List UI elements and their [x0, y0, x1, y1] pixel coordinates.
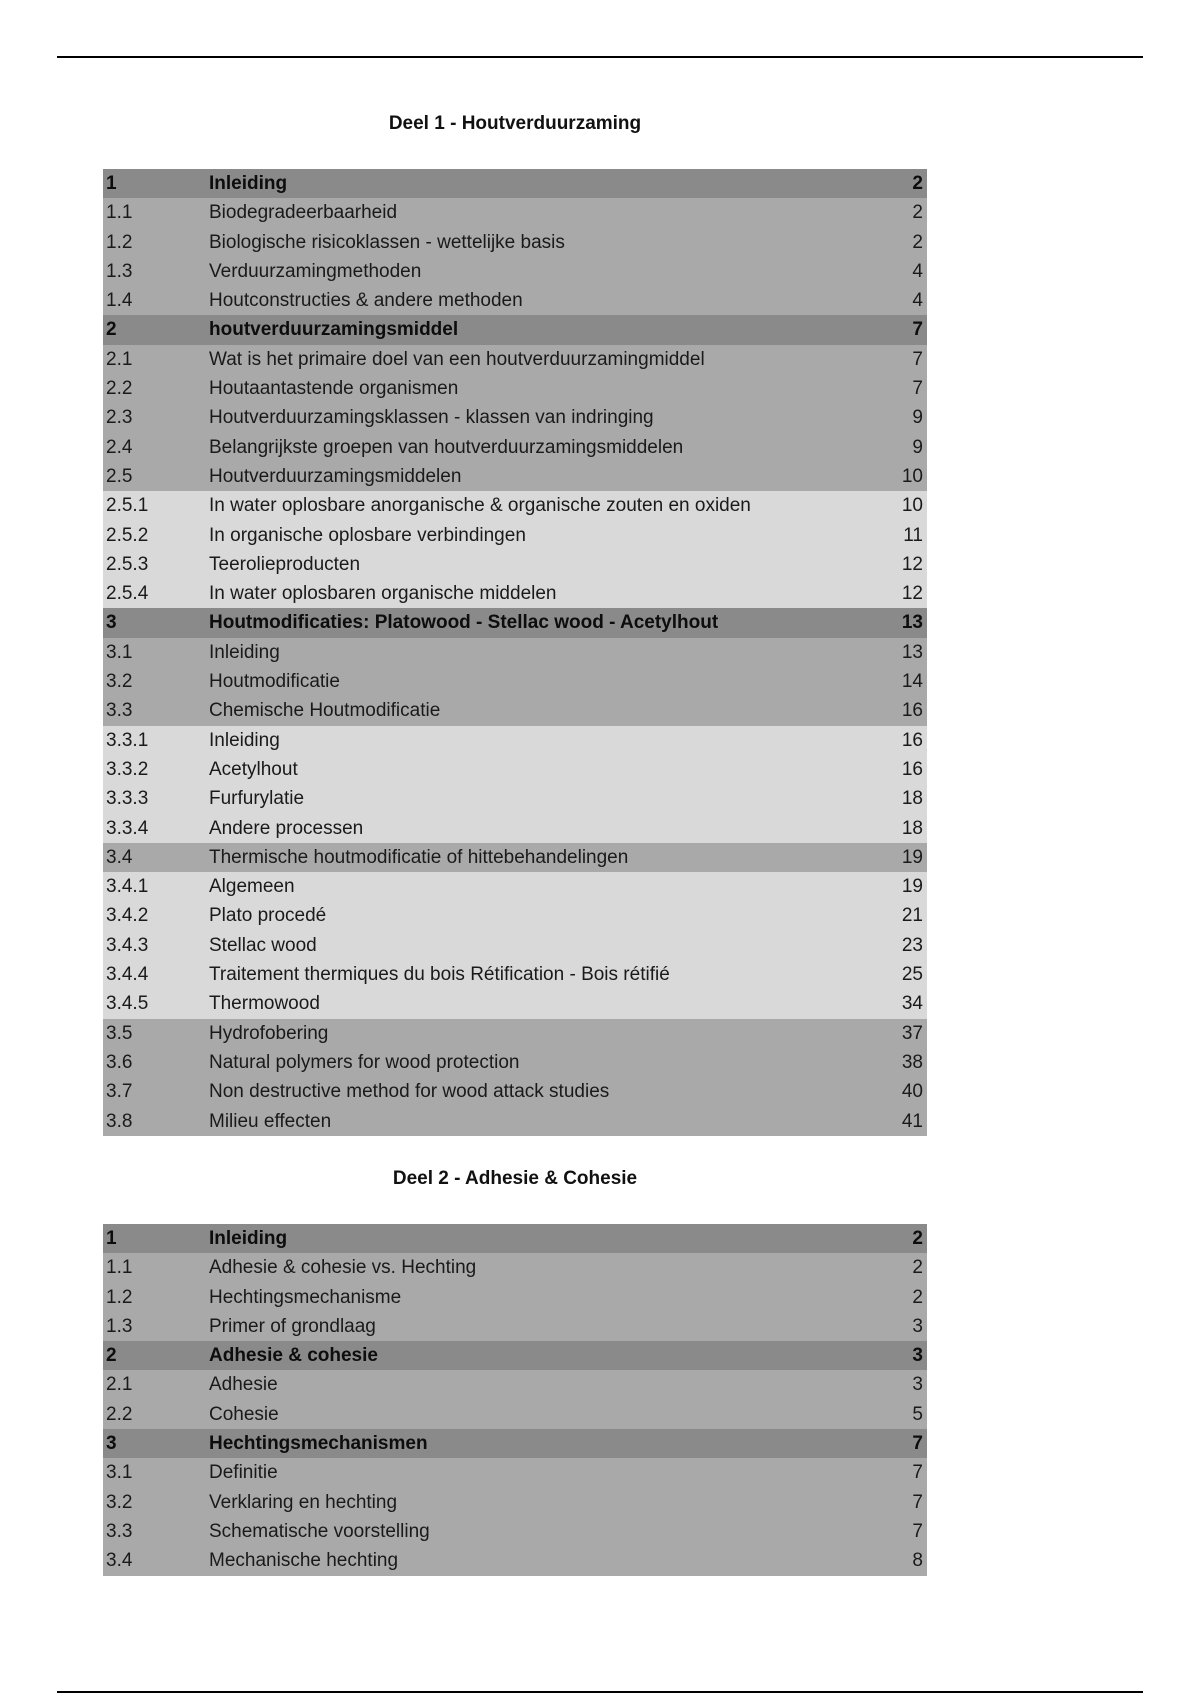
toc-entry-number: 3.6 — [106, 1051, 133, 1073]
toc-entry[interactable] — [103, 579, 927, 608]
toc-entry-page: 7 — [912, 1491, 923, 1513]
toc-entry-title: Chemische Houtmodificatie — [209, 700, 441, 722]
toc-entry[interactable] — [103, 1400, 927, 1429]
toc-entry[interactable] — [103, 550, 927, 579]
toc-entry[interactable] — [103, 403, 927, 432]
section-title-deel1: Deel 1 - Houtverduurzaming — [388, 113, 642, 134]
toc-entry-number: 3.4 — [106, 1550, 133, 1572]
toc-entry-page: 7 — [912, 1462, 923, 1484]
toc-entry-number: 2.1 — [106, 1374, 133, 1396]
toc-entry[interactable] — [103, 315, 927, 344]
toc-entry-page: 16 — [901, 729, 923, 751]
toc-entry-page: 9 — [912, 407, 923, 429]
toc-entry-title: Teerolieproducten — [209, 553, 361, 575]
toc-entry[interactable] — [103, 198, 927, 227]
toc-entry-title: Plato procedé — [209, 905, 327, 927]
toc-entry-title: Houtmodificatie — [209, 671, 340, 693]
toc-entry-page: 2 — [912, 231, 923, 253]
toc-entry-page: 4 — [912, 260, 923, 282]
toc-entry[interactable] — [103, 345, 927, 374]
toc-entry[interactable] — [103, 1458, 927, 1487]
toc-entry-page: 18 — [901, 788, 923, 810]
toc-entry-title: Algemeen — [209, 876, 295, 898]
toc-entry-title: Hechtingsmechanismen — [209, 1433, 428, 1455]
toc-entry-number: 1.1 — [106, 202, 133, 224]
toc-entry-title: Houtverduurzamingsklassen - klassen van indringing — [209, 407, 654, 429]
toc-entry-number: 3.4.3 — [106, 934, 149, 956]
toc-entry-page: 12 — [901, 583, 923, 605]
toc-entry[interactable] — [103, 843, 927, 872]
toc-entry-title: Furfurylatie — [209, 788, 305, 810]
toc-entry-number: 3.3.2 — [106, 758, 149, 780]
toc-entry-title: In water oplosbaren organische middelen — [209, 583, 557, 605]
toc-entry-number: 3.1 — [106, 641, 133, 663]
toc-entry-number: 3.4 — [106, 846, 133, 868]
toc-entry-title: In water oplosbare anorganische & organische zouten en oxiden — [209, 495, 751, 517]
toc-entry-number: 1.4 — [106, 290, 133, 312]
toc-entry-page: 12 — [901, 553, 923, 575]
toc-entry[interactable] — [103, 169, 927, 198]
toc-entry-title: Schematische voorstelling — [209, 1520, 430, 1542]
toc-entry-title: Houtaantastende organismen — [209, 378, 459, 400]
toc-entry[interactable] — [103, 872, 927, 901]
toc-entry-number: 3.1 — [106, 1462, 133, 1484]
bottom-rule — [57, 1691, 1143, 1693]
toc-entry-number: 3 — [106, 1433, 117, 1455]
toc-entry-number: 1.3 — [106, 260, 133, 282]
toc-entry-title: Verklaring en hechting — [209, 1491, 398, 1513]
toc-entry[interactable] — [103, 1370, 927, 1399]
toc-entry-page: 38 — [901, 1051, 923, 1073]
toc-entry-title: Inleiding — [209, 729, 280, 751]
toc-entry-page: 2 — [912, 202, 923, 224]
toc-entry-page: 19 — [901, 876, 923, 898]
toc-entry-page: 13 — [901, 641, 923, 663]
toc-entry-page: 40 — [901, 1081, 923, 1103]
toc-entry[interactable] — [103, 901, 927, 930]
toc-entry-number: 2.5.4 — [106, 583, 149, 605]
toc-entry[interactable] — [103, 286, 927, 315]
toc-entry-title: houtverduurzamingsmiddel — [209, 319, 459, 341]
toc-entry-title: Thermische houtmodificatie of hittebehandelingen — [209, 846, 629, 868]
toc-entry-number: 2.2 — [106, 378, 133, 400]
toc-entry-number: 3.3 — [106, 1520, 133, 1542]
toc-entry-number: 2.1 — [106, 348, 133, 370]
top-rule — [57, 56, 1143, 58]
toc-table-deel1 — [103, 169, 927, 1136]
toc-entry[interactable] — [103, 1312, 927, 1341]
toc-entry-title: Biodegradeerbaarheid — [209, 202, 398, 224]
toc-entry[interactable] — [103, 1048, 927, 1077]
toc-entry-page: 34 — [901, 993, 923, 1015]
toc-entry-title: Houtconstructies & andere methoden — [209, 290, 523, 312]
toc-entry-number: 2.5 — [106, 465, 133, 487]
toc-entry-number: 2.5.1 — [106, 495, 149, 517]
toc-entry-page: 3 — [912, 1345, 923, 1367]
section-title-deel2: Deel 2 - Adhesie & Cohesie — [392, 1168, 638, 1189]
toc-entry-page: 37 — [901, 1022, 923, 1044]
toc-entry-page: 3 — [912, 1374, 923, 1396]
toc-entry-title: Mechanische hechting — [209, 1550, 399, 1572]
toc-entry-page: 2 — [912, 1257, 923, 1279]
toc-entry-page: 16 — [901, 700, 923, 722]
toc-entry-page: 23 — [901, 934, 923, 956]
toc-entry-page: 18 — [901, 817, 923, 839]
toc-entry-number: 3.4.4 — [106, 964, 149, 986]
toc-entry-title: Inleiding — [209, 641, 280, 663]
toc-entry[interactable] — [103, 755, 927, 784]
toc-entry-page: 7 — [912, 378, 923, 400]
toc-entry-page: 14 — [901, 671, 923, 693]
toc-entry[interactable] — [103, 638, 927, 667]
toc-entry-number: 1 — [106, 173, 117, 194]
toc-entry-title: Definitie — [209, 1462, 278, 1484]
toc-entry[interactable] — [103, 521, 927, 550]
toc-entry-title: Primer of grondlaag — [209, 1315, 376, 1337]
toc-entry-title: Traitement thermiques du bois Rétification - Bois rétifié — [209, 964, 670, 986]
toc-entry-number: 2.2 — [106, 1403, 133, 1425]
toc-entry-title: Biologische risicoklassen - wettelijke basis — [209, 231, 565, 253]
toc-entry[interactable] — [103, 667, 927, 696]
toc-entry-page: 13 — [901, 612, 923, 634]
toc-entry-page: 10 — [901, 465, 923, 487]
toc-entry-title: Adhesie & cohesie vs. Hechting — [209, 1257, 477, 1279]
toc-entry-page: 11 — [903, 524, 923, 546]
toc-entry[interactable] — [103, 696, 927, 725]
toc-entry-title: Adhesie & cohesie — [209, 1345, 378, 1367]
toc-entry-page: 2 — [912, 1286, 923, 1308]
toc-entry[interactable] — [103, 989, 927, 1018]
toc-entry-title: Hechtingsmechanisme — [209, 1286, 402, 1308]
toc-entry-number: 2.5.3 — [106, 553, 149, 575]
toc-entry[interactable] — [103, 1341, 927, 1370]
toc-entry-page: 25 — [901, 964, 923, 986]
toc-entry-title: Verduurzamingmethoden — [209, 260, 422, 282]
toc-entry-page: 5 — [912, 1403, 923, 1425]
toc-entry-title: Hydrofobering — [209, 1022, 329, 1044]
toc-entry-number: 3.3 — [106, 700, 133, 722]
toc-entry[interactable] — [103, 1488, 927, 1517]
toc-entry-number: 3.4.2 — [106, 905, 149, 927]
toc-entry-number: 1.2 — [106, 1286, 133, 1308]
toc-entry-number: 1.1 — [106, 1257, 133, 1279]
toc-entry-page: 7 — [912, 1433, 923, 1455]
toc-entry[interactable] — [103, 1546, 927, 1575]
toc-entry[interactable] — [103, 960, 927, 989]
toc-entry-number: 3.3.1 — [106, 729, 149, 751]
toc-entry-number: 3 — [106, 612, 117, 634]
toc-entry-page: 21 — [901, 905, 923, 927]
toc-entry-number: 3.5 — [106, 1022, 133, 1044]
toc-entry-title: Inleiding — [209, 1228, 288, 1249]
toc-entry[interactable] — [103, 1019, 927, 1048]
toc-entry-page: 4 — [912, 290, 923, 312]
toc-entry[interactable] — [103, 1429, 927, 1458]
toc-entry-page: 8 — [912, 1550, 923, 1572]
toc-entry-title: Houtverduurzamingsmiddelen — [209, 465, 462, 487]
toc-entry-title: Milieu effecten — [209, 1110, 332, 1132]
toc-entry-number: 3.7 — [106, 1081, 133, 1103]
toc-entry-page: 19 — [901, 846, 923, 868]
toc-entry-number: 3.3.3 — [106, 788, 149, 810]
toc-entry-number: 3.4.5 — [106, 993, 149, 1015]
toc-entry[interactable] — [103, 462, 927, 491]
toc-entry-title: In organische oplosbare verbindingen — [209, 524, 526, 546]
toc-entry[interactable] — [103, 257, 927, 286]
toc-entry-number: 2.4 — [106, 436, 133, 458]
toc-entry-number: 2 — [106, 319, 117, 341]
toc-entry-number: 3.8 — [106, 1110, 133, 1132]
toc-entry-title: Houtmodificaties: Platowood - Stellac wood - Acetylhout — [209, 612, 719, 634]
toc-entry[interactable] — [103, 1517, 927, 1546]
toc-entry-page: 10 — [901, 495, 923, 517]
toc-entry[interactable] — [103, 931, 927, 960]
toc-entry-title: Belangrijkste groepen van houtverduurzamingsmiddelen — [209, 436, 684, 458]
toc-entry[interactable] — [103, 1077, 927, 1106]
toc-entry-title: Thermowood — [209, 993, 320, 1015]
toc-entry-page: 2 — [912, 173, 923, 194]
toc-entry[interactable] — [103, 814, 927, 843]
toc-entry[interactable] — [103, 1224, 927, 1253]
toc-entry[interactable] — [103, 784, 927, 813]
toc-entry[interactable] — [103, 374, 927, 403]
toc-entry-page: 7 — [912, 348, 923, 370]
toc-entry[interactable] — [103, 1283, 927, 1312]
toc-entry-number: 2.3 — [106, 407, 133, 429]
toc-entry-page: 7 — [912, 319, 923, 341]
toc-entry-number: 2.5.2 — [106, 524, 149, 546]
toc-entry-number: 1.2 — [106, 231, 133, 253]
toc-entry-title: Non destructive method for wood attack studies — [209, 1081, 610, 1103]
toc-entry-number: 3.4.1 — [106, 876, 149, 898]
toc-entry-page: 16 — [901, 758, 923, 780]
toc-entry-title: Inleiding — [209, 173, 288, 194]
toc-entry-title: Acetylhout — [209, 758, 298, 780]
toc-entry[interactable] — [103, 228, 927, 257]
toc-entry-number: 3.2 — [106, 1491, 133, 1513]
toc-entry-page: 7 — [912, 1520, 923, 1542]
toc-entry[interactable] — [103, 1253, 927, 1282]
toc-entry-page: 9 — [912, 436, 923, 458]
toc-entry-title: Natural polymers for wood protection — [209, 1051, 520, 1073]
toc-entry-number: 3.3.4 — [106, 817, 149, 839]
toc-entry-title: Cohesie — [209, 1403, 279, 1425]
toc-entry-page: 2 — [912, 1228, 923, 1249]
toc-entry-number: 2 — [106, 1345, 117, 1367]
toc-entry-number: 1.3 — [106, 1315, 133, 1337]
toc-entry[interactable] — [103, 491, 927, 520]
toc-entry-page: 41 — [901, 1110, 923, 1132]
toc-entry[interactable] — [103, 433, 927, 462]
toc-entry[interactable] — [103, 608, 927, 637]
toc-entry-title: Adhesie — [209, 1374, 278, 1396]
toc-table-deel2 — [103, 1224, 927, 1576]
toc-entry-title: Andere processen — [209, 817, 364, 839]
toc-entry-title: Wat is het primaire doel van een houtverduurzamingmiddel — [209, 348, 705, 370]
toc-entry-number: 3.2 — [106, 671, 133, 693]
toc-entry-number: 1 — [106, 1228, 117, 1249]
toc-entry[interactable] — [103, 1107, 927, 1136]
toc-entry[interactable] — [103, 726, 927, 755]
toc-entry-page: 3 — [912, 1315, 923, 1337]
toc-entry-title: Stellac wood — [209, 934, 317, 956]
